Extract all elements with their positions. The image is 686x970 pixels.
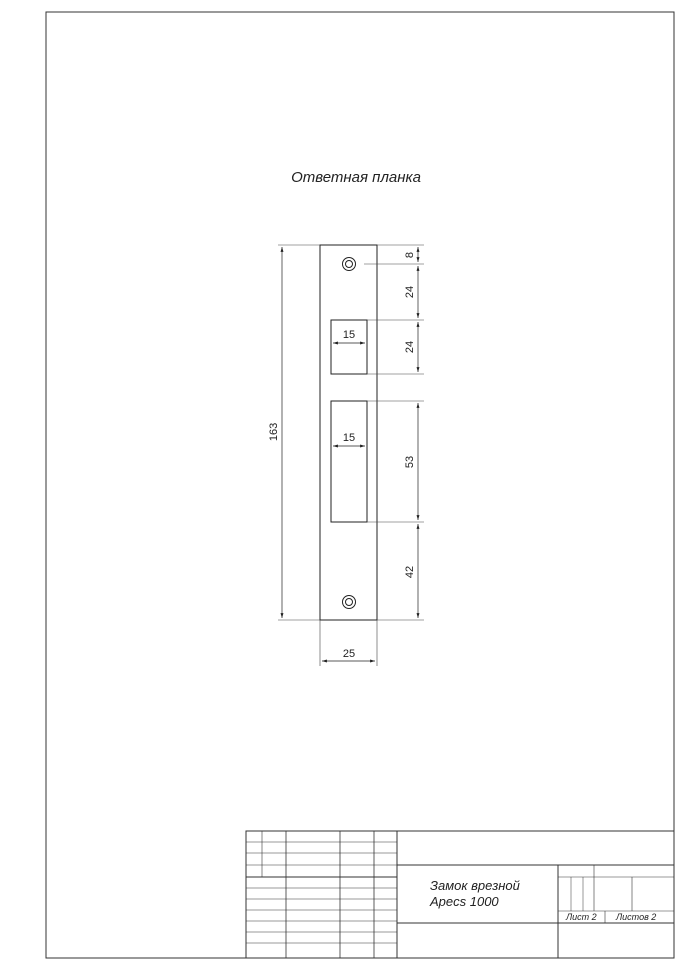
dim-slot2-width: 15: [342, 432, 356, 444]
dim-slot1-width: 15: [342, 329, 356, 341]
dim-top-offset: 8: [404, 251, 416, 259]
dim-seg2: 24: [404, 340, 416, 354]
sheet-frame: [46, 12, 674, 958]
top-screw-hole: [343, 258, 356, 271]
title-block-name-line1: Замок врезной: [430, 878, 520, 893]
dim-seg1: 24: [404, 285, 416, 299]
dim-width: 25: [342, 648, 356, 660]
lower-slot: [331, 401, 367, 522]
title-block-sheets-label: Листов 2: [616, 912, 657, 922]
title-block-sheet-label: Лист 2: [566, 912, 597, 922]
dim-seg3: 53: [404, 455, 416, 469]
title-block-name-line2: Apecs 1000: [430, 894, 499, 909]
bottom-screw-hole: [343, 596, 356, 609]
drawing-title: Ответная планка: [291, 169, 421, 186]
extension-lines: [278, 245, 424, 666]
dim-overall-height: 163: [268, 422, 280, 442]
dim-seg4: 42: [404, 565, 416, 579]
